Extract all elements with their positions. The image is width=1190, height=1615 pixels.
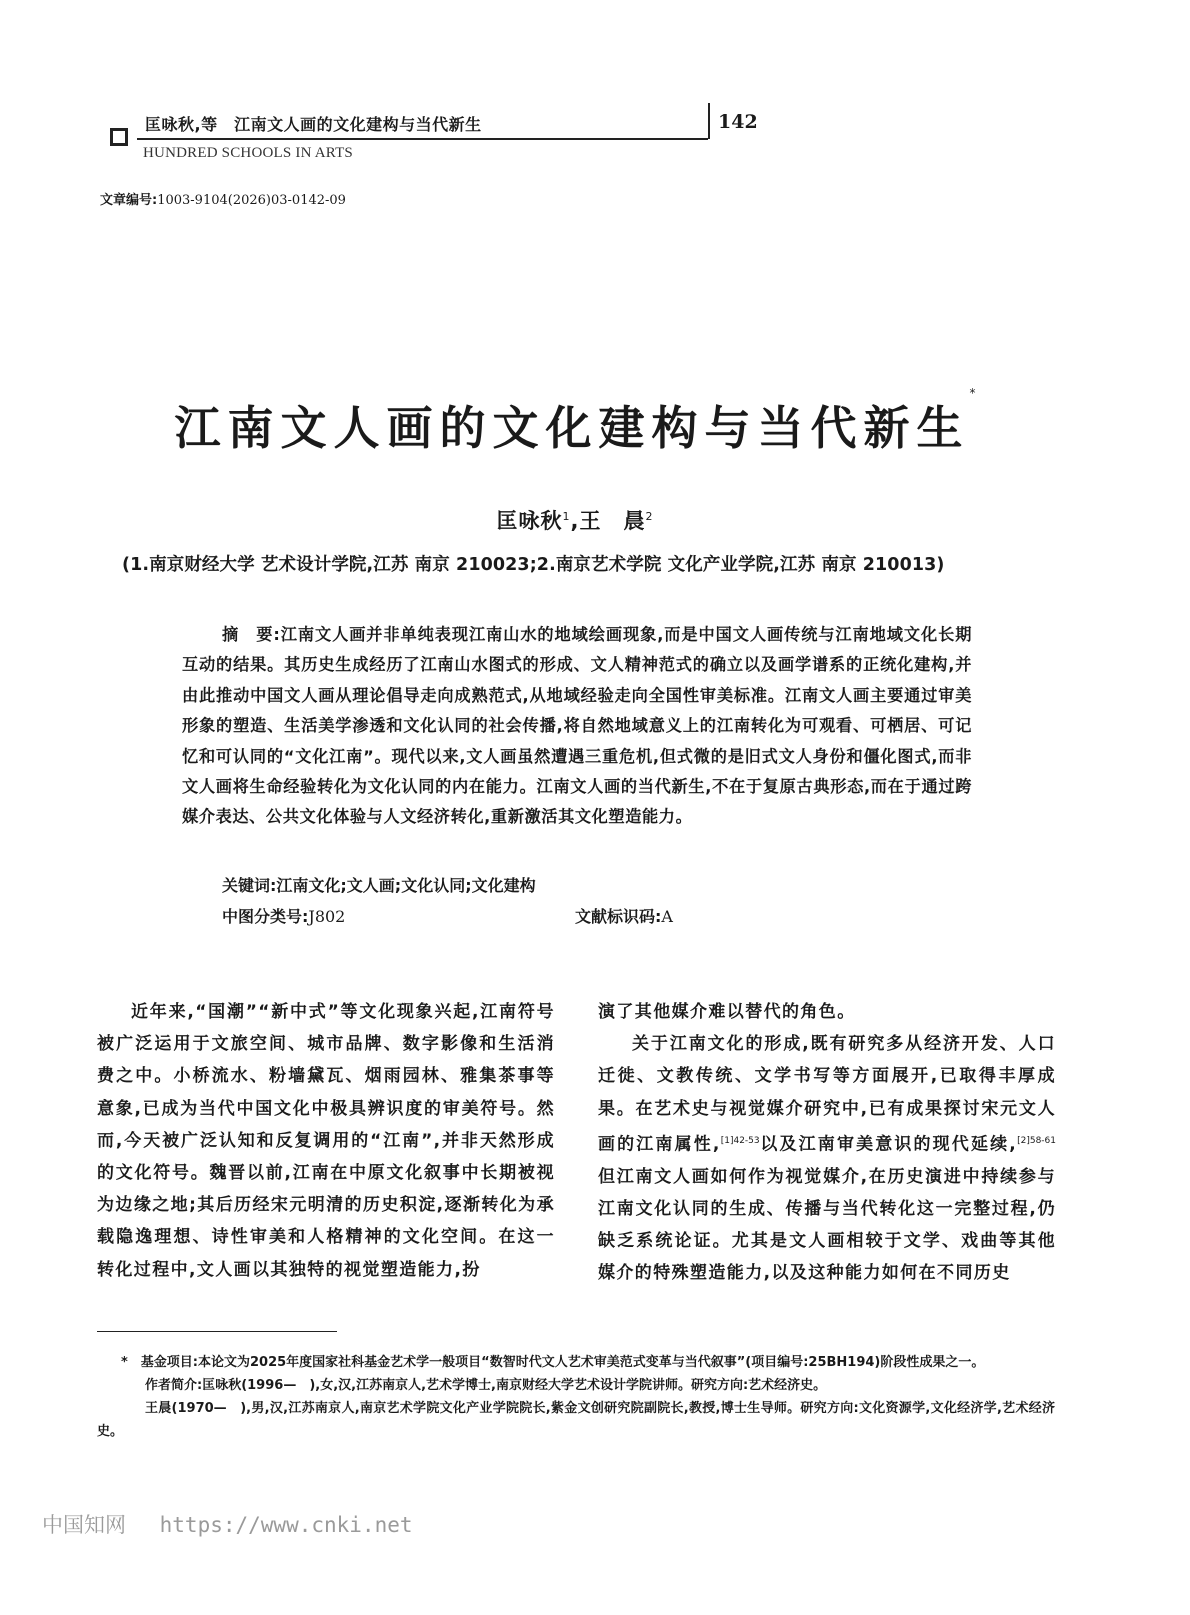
- author-1-affil-mark: 1: [562, 510, 571, 523]
- clc-number: [222, 904, 345, 927]
- article-number: [100, 189, 346, 208]
- article-number-value: 1003-9104(2026)03-0142-09: [157, 193, 346, 208]
- paper-title: [0, 386, 1150, 458]
- author-1: 匡咏秋: [496, 509, 563, 533]
- body-text-segment: 但江南文人画如何作为视觉媒介,在历史演进中持续参与江南文化认同的生成、传播与当代转化这一完整过程,仍缺乏系统论证。尤其是文人画相较于文学、戏曲等其他媒介的特殊塑造能力,以及这种能力如何在不同历史: [598, 1166, 1056, 1284]
- footnote-rule: [97, 1331, 337, 1332]
- author-2-affil-mark: 2: [645, 510, 654, 523]
- footnotes: [97, 1351, 1055, 1443]
- clc-value: J802: [308, 907, 346, 926]
- body-paragraph: 近年来,“国潮”“新中式”等文化现象兴起,江南符号被广泛运用于文旅空间、城市品牌、数字影像和生活消费之中。小桥流水、粉墙黛瓦、烟雨园林、雅集茶事等意象,已成为当代中国文化中极具辨识度的审美符号。然而,今天被广泛认知和反复调用的“江南”,并非天然形成的文化符号。魏晋以前,江南在中原文化叙事中长期被视为边缘之地;其后历经宋元明清的历史积淀,逐渐转化为承载隐逸理想、诗性审美和人格精神的文化空间。在这一转化过程中,文人画以其独特的视觉塑造能力,扮: [97, 1002, 555, 1280]
- body-text-segment: 关于江南文化的形成,既有研究多从经济开发、人口迁徙、文教传统、文学书写等方面展开,已取得丰厚成果。在艺术史与视觉媒介研究中,已有成果探讨宋元文人画的江南属性,: [598, 1034, 1056, 1155]
- article-number-label: 文章编号:: [100, 193, 158, 208]
- running-header-title: 匡咏秋,等 江南文人画的文化建构与当代新生: [145, 115, 482, 134]
- author-bio-2: 王晨(1970— ),男,汉,江苏南京人,南京艺术学院文化产业学院院长,紫金文创研究院副院长,教授,博士生导师。研究方向:文化资源学,文化经济学,艺术经济史。: [97, 1401, 1055, 1439]
- body-right-column: [598, 996, 1056, 1289]
- header-vertical-rule: [708, 103, 710, 139]
- journal-name: HUNDRED SCHOOLS IN ARTS: [143, 145, 353, 161]
- doc-code-value: A: [661, 907, 673, 926]
- abstract-label: 摘 要:: [222, 625, 281, 644]
- author-2: 王 晨: [579, 509, 646, 533]
- body-left-column: [97, 996, 555, 1286]
- doc-code-label: 文献标识码:: [575, 907, 662, 926]
- author-bio-1: 作者简介:匡咏秋(1996— ),女,汉,江苏南京人,艺术学博士,南京财经大学艺术设计学院讲师。研究方向:艺术经济史。: [145, 1378, 827, 1393]
- affiliations: (1.南京财经大学 艺术设计学院,江苏 南京 210023;2.南京艺术学院 文化产业学院,江苏 南京 210013): [122, 555, 945, 575]
- header-square-mark: [110, 128, 128, 146]
- body-text-segment: 以及江南审美意识的现代延续,: [759, 1134, 1018, 1155]
- body-paragraph-continued: 演了其他媒介难以替代的角色。: [598, 1002, 856, 1022]
- keywords-label: 关键词:: [222, 876, 277, 895]
- cnki-watermark: 中国知网 https://www.cnki.net: [42, 1513, 413, 1537]
- keywords-text: 江南文化;文人画;文化认同;文化建构: [276, 876, 536, 895]
- header-rule: [137, 138, 708, 140]
- abstract: [182, 620, 972, 833]
- paper-title-text: 江南文人画的文化建构与当代新生: [174, 401, 970, 455]
- fund-note: * 基金项目:本论文为2025年度国家社科基金艺术学一般项目“数智时代文人艺术审美范式变革与当代叙事”(项目编号:25BH194)阶段性成果之一。: [121, 1355, 985, 1370]
- author-line: [0, 505, 1150, 535]
- keywords: [222, 873, 536, 896]
- citation: [2]58-61: [1017, 1135, 1056, 1146]
- clc-label: 中图分类号:: [222, 907, 309, 926]
- title-footnote-mark: *: [969, 386, 976, 400]
- abstract-text: 江南文人画并非单纯表现江南山水的地域绘画现象,而是中国文人画传统与江南地域文化长期互动的结果。其历史生成经历了江南山水图式的形成、文人精神范式的确立以及画学谱系的正统化建构,并由此推动中国文人画从理论倡导走向成熟范式,从地域经验走向全国性审美标准。江南文人画主要通过审美形象的塑造、生活美学渗透和文化认同的社会传播,将自然地域意义上的江南转化为可观看、可栖居、可记忆和可认同的“文化江南”。现代以来,文人画虽然遭遇三重危机,但式微的是旧式文人身份和僵化图式,而非文人画将生命经验转化为文化认同的内在能力。江南文人画的当代新生,不在于复原古典形态,而在于通过跨媒介表达、公共文化体验与人文经济转化,重新激活其文化塑造能力。: [182, 625, 973, 827]
- author-separator: ,: [570, 509, 580, 533]
- document-code: [575, 904, 673, 927]
- body-paragraph: [598, 1028, 1056, 1289]
- citation: [1]42-53: [720, 1135, 760, 1146]
- page-number: 142: [718, 111, 758, 133]
